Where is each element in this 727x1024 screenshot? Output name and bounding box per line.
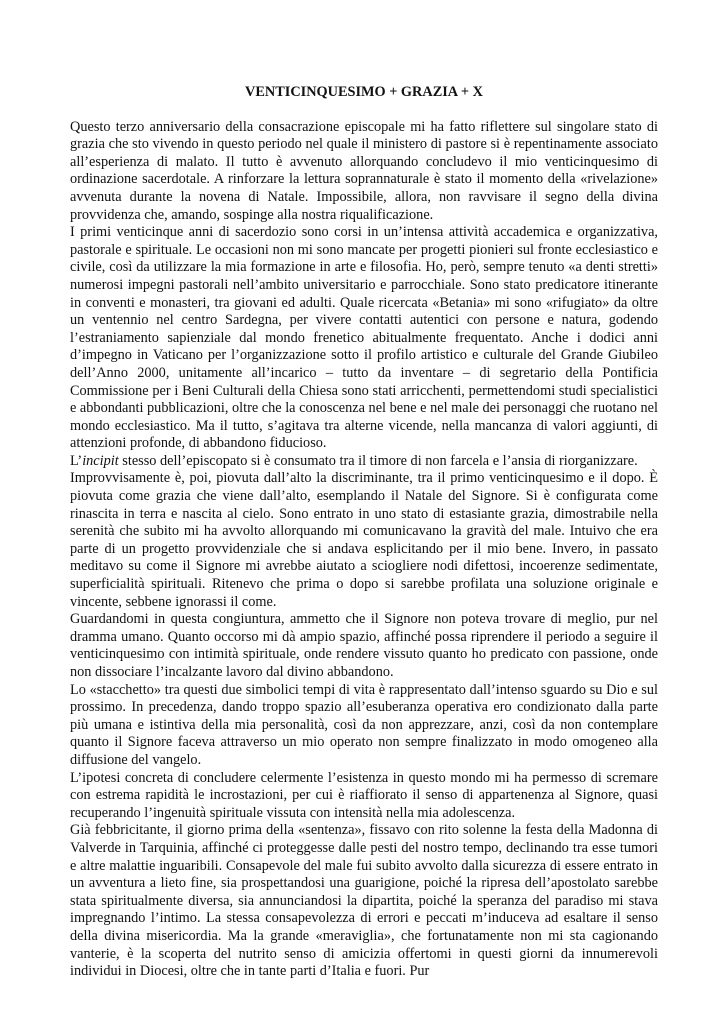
paragraph-1: Questo terzo anniversario della consacrazione episcopale mi ha fatto riflettere sul singolare stato di grazia che sto vivendo in questo periodo nel quale il ministero di pastore si è repentinamente associato all’esperienza di malato. Il tutto è avvenuto allorquando concludevo il mio venticinquesimo di ordinazione sacerdotale. A rinforzare la lettura soprannaturale è stato il momento della «rivelazione» avvenuta durante la novena di Natale. Impossibile, allora, non ravvisare il segno della divina provvidenza che, amando, sospinge alla nostra riqualificazione. (70, 118, 658, 223)
incipit-word: incipit (82, 452, 119, 469)
paragraph-6: Lo «stacchetto» tra questi due simbolici tempi di vita è rappresentato dall’intenso sguardo su Dio e sul prossimo. In precedenza, dando troppo spazio all’esuberanza operativa ero condizionato dalla parte più umana e istintiva della mia personalità, così da non apprezzare, anzi, così da non contemplare quanto il Signore faceva attraverso un mio operato non sempre finalizzato in modo omogeneo alla diffusione del vangelo. (70, 681, 658, 768)
paragraph-2: I primi venticinque anni di sacerdozio sono corsi in un’intensa attività accademica e organizzativa, pastorale e spirituale. Le occasioni non mi sono mancate per progetti pionieri sul fronte ecclesiastico e civile, così da utilizzare la mia formazione in arte e filosofia. Ho, però, sempre tenuto «a denti stretti» numerosi impegni pastorali nell’ambito universitario e parrocchiale. Sono stato predicatore itinerante in conventi e monasteri, tra giovani ed adulti. Quale ricercata «Betania» mi sono «rifugiato» da oltre un ventennio nel centro Sardegna, per vivere contatti autentici con persone e natura, godendo l’estraniamento sapienziale dal mondo frenetico abitualmente frequentato. Anche i dodici anni d’impegno in Vaticano per l’organizzazione sotto il profilo artistico e culturale del Grande Giubileo dell’Anno 2000, unitamente all’incarico – tutto da inventare – di segretario della Pontificia Commissione per i Beni Culturali della Chiesa sono stati arricchenti, permettendomi studi specialistici e abbondanti pubblicazioni, oltre che la conoscenza nel bene e nel male dei personaggi che ruotano nel mondo ecclesiastico. Ma il tutto, s’agitava tra alterne vicende, nella mancanza di valori aggiunti, di attenzioni profonde, di abbandono fiducioso. (70, 224, 658, 452)
document-title: VENTICINQUESIMO + GRAZIA + X (245, 84, 483, 100)
document-page (70, 84, 658, 981)
paragraph-4: Improvvisamente è, poi, piovuta dall’alto la discriminante, tra il primo venticinquesimo e il dopo. È piovuta come grazia che viene dall’alto, esemplando il Natale del Signore. Si è configurata come rinascita in terra e nascita al cielo. Sono entrato in uno stato di estasiante grazia, dimostrabile nella serenità che subito mi ha avvolto allorquando mi comunicavano la gravità del male. Intuivo che era parte di un progetto provvidenziale che si andava esplicitando per il mio bene. Invero, in passato meditavo su come il Signore mi avrebbe aiutato a sciogliere nodi difettosi, incoerenze sedimentate, superficialità spirituali. Ritenevo che prima o dopo si sarebbe profilata una soluzione originale e vincente, sebbene ignorassi il come. (70, 470, 658, 610)
paragraph-5: Guardandomi in questa congiuntura, ammetto che il Signore non poteva trovare di meglio, pur nel dramma umano. Quanto occorso mi dà ampio spazio, affinché possa riprendere il periodo a seguire il venticinquesimo con intimità spirituale, onde rendere vissuto quanto ho predicato con passione, onde non dissociare l’incalzante lavoro dal divino abbandono. (70, 611, 658, 680)
paragraph-3-text: stesso dell’episcopato si è consumato tra il timore di non farcela e l’ansia di riorganizzare. (122, 452, 638, 469)
paragraph-7: L’ipotesi concreta di concludere celermente l’esistenza in questo mondo mi ha permesso di scremare con estrema rapidità le incrostazioni, per cui è riaffiorato il senso di appartenenza al Signore, quasi recuperando l’ingenuità spirituale vissuta con intensità nella mia adolescenza. (70, 769, 658, 821)
paragraph-8: Già febbricitante, il giorno prima della «sentenza», fissavo con rito solenne la festa della Madonna di Valverde in Tarquinia, affinché ci proteggesse dalle pesti del nostro tempo, declinando tra esse tumori e altre malattie inguaribili. Consapevole del male fui subito avvolto dalla sicurezza di essere entrato in un avventura a lieto fine, sia prospettandosi una guarigione, poiché la ripresa dell’apostolato sarebbe stata spiritualmente diversa, sia annunciandosi la dipartita, poiché la speranza del paradiso mi stava impregnando l’intimo. La stessa consapevolezza di errori e peccati m’induceva ad esaltare il senso della divina misericordia. Ma la grande «meraviglia», che fortunatamente non mi sta cagionando vanterie, è la scoperta del nutrito senso di amicizia offertomi in questi giorni da innumerevoli individui in Diocesi, oltre che in tante parti d’Italia e fuori. Pur (70, 822, 658, 980)
paragraph-3 (70, 453, 658, 471)
incipit-prefix: L’ (70, 452, 83, 469)
